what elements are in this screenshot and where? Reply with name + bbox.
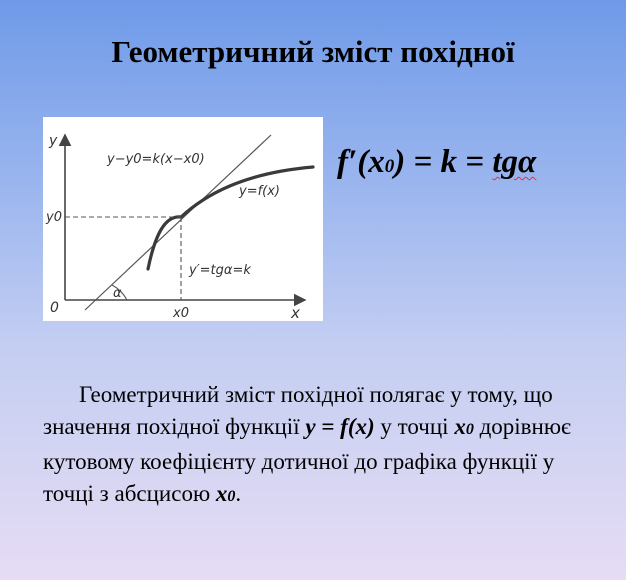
desc-part3: дорівнює кутовому коефіцієнту дотичної до графіка функції у точці з абсцисою (43, 414, 571, 506)
desc-x: x (454, 414, 466, 439)
tangent-equation-label: y−y0=k(x−x0) (107, 152, 205, 167)
derivative-note: y′=tgα=k (189, 263, 251, 278)
description-paragraph (43, 379, 588, 513)
desc-x2: x (215, 481, 228, 506)
desc-end: . (235, 481, 242, 506)
formula-rhs: ) = k = (394, 144, 493, 180)
desc-part2: у точці (374, 414, 455, 439)
y-axis-label: y (49, 133, 58, 149)
slide-title: Геометричний зміст похідної (111, 34, 515, 69)
formula-subscript: 0 (384, 156, 395, 177)
x0-label: x0 (173, 306, 189, 321)
function-label: y=f(x) (239, 184, 280, 199)
x-axis-label: x (291, 304, 300, 321)
formula-tg: tgα (492, 144, 537, 180)
desc-function: y = f(x) (305, 414, 375, 439)
desc-x2-sub: 0 (227, 488, 236, 505)
angle-label: α (113, 286, 122, 301)
formula-lhs: f′(x (337, 144, 385, 180)
tangent-graph (43, 117, 323, 321)
derivative-formula (337, 144, 536, 181)
function-curve (148, 167, 313, 269)
origin-label: 0 (50, 300, 59, 316)
y0-label: y0 (46, 210, 62, 225)
desc-x-sub: 0 (465, 421, 474, 438)
desc-part1: Геометричний зміст похідної полягає у тому, що значення похідної функції (43, 382, 553, 439)
tangent-figure (43, 117, 323, 321)
